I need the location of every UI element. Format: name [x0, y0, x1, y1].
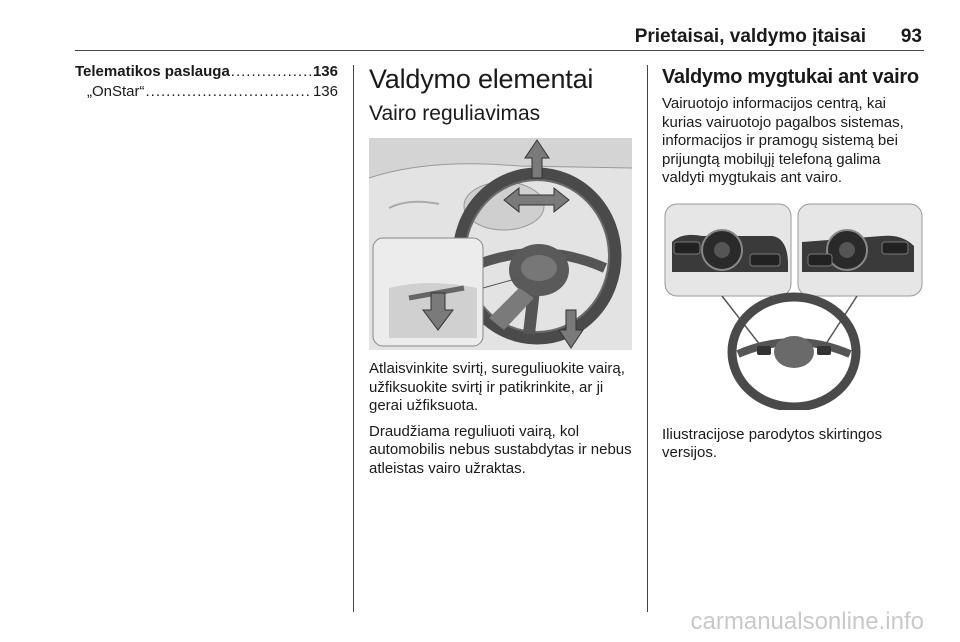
steering-buttons-column: [662, 62, 926, 470]
paragraph-warning: Draudžiama reguliuoti vairą, kol automobilis nebus sustabdytas ir nebus atleistas vairo užraktas.: [369, 422, 632, 477]
section2-note: Iliustracijose parodytos skirtingos versijos.: [662, 425, 883, 461]
toc-entry-title: „OnStar“: [87, 83, 145, 100]
toc-entry-title: Telematikos paslauga: [75, 63, 230, 80]
column-divider-left: [353, 65, 354, 612]
toc-entry-page: 136: [312, 83, 338, 100]
toc-column: [75, 62, 338, 102]
toc-leader: [146, 82, 312, 102]
steering-adjust-column: [369, 62, 633, 485]
toc-entry-onstar[interactable]: [75, 82, 338, 102]
section-subheading: Vairo reguliavimas: [369, 102, 541, 125]
section-heading: Valdymo elementai: [369, 64, 594, 94]
paragraph-release-lever: Atlaisvinkite svirtį, sureguliuokite vairą, užfiksuokite svirtį ir patikrinkite, ar ji gerai užfiksuota.: [369, 360, 625, 414]
steering-wheel-adjustment-illustration: [369, 138, 632, 350]
section2-intro: Vairuotojo informacijos centrą, kai kurias vairuotojo pagalbos sistemas, informacijos ir pramogų sistemą bei prijungtą mobilųjį telefoną galima valdyti mygtukais ant vairo.: [662, 95, 904, 186]
steering-wheel-controls-illustration: [662, 202, 925, 410]
page-number: 93: [900, 26, 922, 47]
header-rule: [75, 50, 924, 51]
watermark: carmanualsonline.info: [690, 608, 924, 635]
section2-heading: Valdymo mygtukai ant vairo: [662, 66, 919, 88]
toc-leader: [231, 62, 312, 82]
figure-spacer: [369, 350, 633, 360]
header-title: Prietaisai, valdymo įtaisai: [634, 26, 866, 47]
toc-entry-telematics[interactable]: [75, 62, 338, 82]
column-divider-right: [647, 65, 648, 612]
toc-entry-page: 136: [312, 63, 338, 80]
